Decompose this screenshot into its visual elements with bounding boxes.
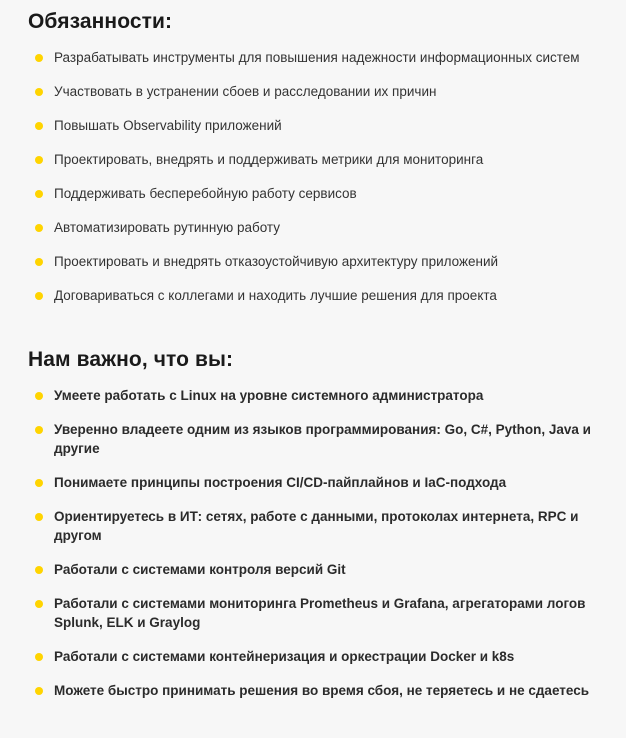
- list-item-text: Умеете работать с Linux на уровне системного администратора: [54, 388, 484, 403]
- bullet-dot-icon: [35, 566, 43, 574]
- list-item-text: Повышать Observability приложений: [54, 118, 282, 133]
- list-item: [28, 681, 598, 700]
- bullet-dot-icon: [35, 88, 43, 96]
- bullet-dot-icon: [35, 426, 43, 434]
- list-item: [28, 386, 598, 405]
- bullet-dot-icon: [35, 122, 43, 130]
- list-item-text: Ориентируетесь в ИТ: сетях, работе с данными, протоколах интернета, RPC и другом: [54, 509, 579, 543]
- list-item-text: Участвовать в устранении сбоев и расследовании их причин: [54, 84, 437, 99]
- list-item-text: Работали с системами контейнеризация и оркестрации Docker и k8s: [54, 649, 515, 664]
- requirements-section: [28, 320, 598, 700]
- requirements-title: Нам важно, что вы:: [28, 348, 234, 371]
- list-item: [28, 507, 598, 545]
- list-item: [28, 473, 598, 492]
- list-item-text: Уверенно владеете одним из языков программирования: Go, C#, Python, Java и другие: [54, 422, 591, 456]
- list-item: [28, 150, 598, 169]
- list-item: [28, 252, 598, 271]
- list-item-text: Работали с системами контроля версий Git: [54, 562, 346, 577]
- bullet-dot-icon: [35, 392, 43, 400]
- list-item: [28, 82, 598, 101]
- requirements-list: [28, 386, 598, 700]
- bullet-dot-icon: [35, 479, 43, 487]
- list-item: [28, 420, 598, 458]
- bullet-dot-icon: [35, 513, 43, 521]
- bullet-dot-icon: [35, 190, 43, 198]
- list-item: [28, 218, 598, 237]
- list-item: [28, 286, 598, 305]
- list-item-text: Поддерживать бесперебойную работу сервисов: [54, 186, 357, 201]
- bullet-dot-icon: [35, 653, 43, 661]
- bullet-dot-icon: [35, 600, 43, 608]
- list-item-text: Разрабатывать инструменты для повышения надежности информационных систем: [54, 50, 580, 65]
- list-item: [28, 184, 598, 203]
- bullet-dot-icon: [35, 292, 43, 300]
- list-item: [28, 647, 598, 666]
- bullet-dot-icon: [35, 54, 43, 62]
- bullet-dot-icon: [35, 687, 43, 695]
- list-item-text: Можете быстро принимать решения во время сбоя, не теряетесь и не сдаетесь: [54, 683, 590, 698]
- list-item: [28, 116, 598, 135]
- list-item-text: Работали с системами мониторинга Prometheus и Grafana, агрегаторами логов Splunk, ELK и Graylog: [54, 596, 586, 630]
- bullet-dot-icon: [35, 156, 43, 164]
- list-item: [28, 594, 598, 632]
- list-item-text: Договариваться с коллегами и находить лучшие решения для проекта: [54, 288, 497, 303]
- list-item-text: Проектировать и внедрять отказоустойчивую архитектуру приложений: [54, 254, 499, 269]
- bullet-dot-icon: [35, 258, 43, 266]
- list-item: [28, 48, 598, 67]
- list-item-text: Автоматизировать рутинную работу: [54, 220, 280, 235]
- list-item: [28, 560, 598, 579]
- list-item-text: Понимаете принципы построения CI/CD-пайплайнов и IaC-подхода: [54, 475, 507, 490]
- responsibilities-section: [28, 0, 598, 305]
- responsibilities-list: [28, 48, 598, 305]
- responsibilities-title: Обязанности:: [28, 10, 173, 33]
- list-item-text: Проектировать, внедрять и поддерживать метрики для мониторинга: [54, 152, 484, 167]
- bullet-dot-icon: [35, 224, 43, 232]
